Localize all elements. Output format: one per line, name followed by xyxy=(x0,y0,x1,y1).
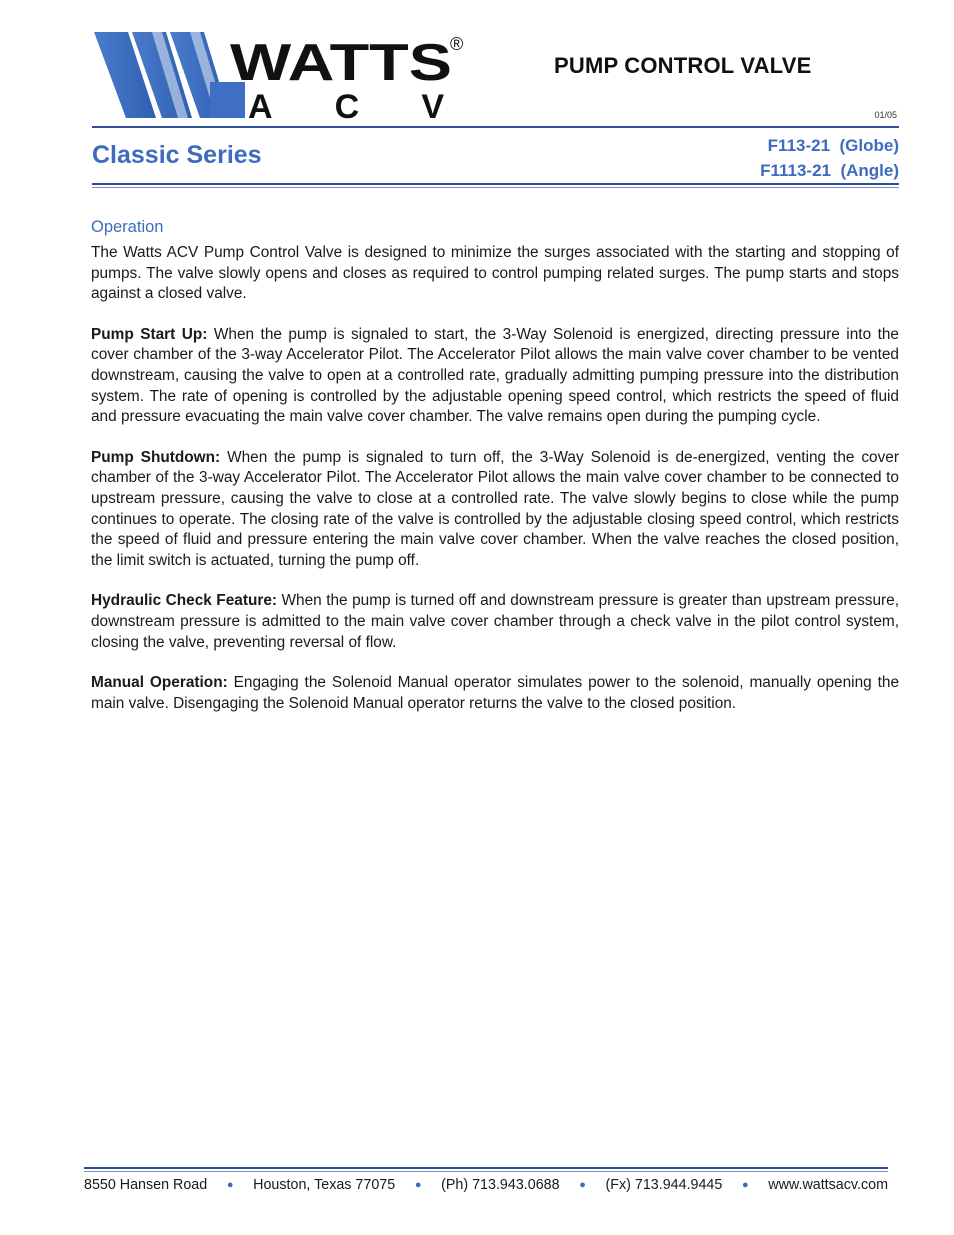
footer-phone: (Ph) 713.943.0688 xyxy=(441,1177,560,1193)
paragraph-label: Pump Shutdown: xyxy=(91,448,221,466)
watts-acv-logo xyxy=(92,30,472,122)
footer-divider-thin xyxy=(84,1171,888,1172)
paragraph-text: Engaging the Solenoid Manual operator simulates power to the solenoid, manually opening the main valve. Disengaging the Solenoid Manual operator returns the valve to the closed position. xyxy=(91,674,899,712)
paragraph-text: When the pump is turned off and downstream pressure is greater than upstream pressure, downstream pressure is admitted to the main valve cover chamber through a check valve in the pilot control system, closing the valve, preventing reversal of flow. xyxy=(91,592,899,651)
paragraph-manual-operation xyxy=(91,673,899,714)
bullet-icon: ● xyxy=(579,1179,586,1191)
header-divider xyxy=(92,126,899,128)
paragraph-pump-shutdown xyxy=(91,448,899,572)
section-heading-operation: Operation xyxy=(91,218,164,236)
intro-paragraph: The Watts ACV Pump Control Valve is designed to minimize the surges associated with the starting and stopping of pumps. The valve slowly opens and closes as required to control pumping related surges. The pump starts and stops against a closed valve. xyxy=(91,244,899,303)
svg-text:ACV: ACV xyxy=(248,88,444,122)
paragraph-text: When the pump is signaled to turn off, the 3-Way Solenoid is de-energized, venting the cover chamber of the 3-way Accelerator Pilot. The Accelerator Pilot allows the main valve cover chamber to be connected to upstream pressure, causing the valve to close at a controlled rate. The valve slowly begins to close while the pump continues to operate. The closing rate of the valve is controlled by the adjustable closing speed control, which restricts the speed of fluid and pressure entering the main valve cover chamber. When the valve reaches the closed position, the limit switch is actuated, turning the pump off. xyxy=(91,448,899,569)
paragraph-label: Hydraulic Check Feature: xyxy=(91,592,278,610)
model-angle: F1113-21 (Angle) xyxy=(760,161,899,180)
svg-text:WATTS: WATTS xyxy=(230,34,452,92)
bullet-icon: ● xyxy=(741,1179,749,1191)
paragraph-label: Manual Operation: xyxy=(91,674,228,692)
main-content xyxy=(91,218,899,734)
model-globe: F113-21 (Globe) xyxy=(767,136,899,155)
footer-address: 8550 Hansen Road xyxy=(84,1177,208,1193)
footer-city: Houston, Texas 77075 xyxy=(253,1177,396,1193)
paragraph-text: When the pump is signaled to start, the 3-Way Solenoid is energized, directing pressure into the cover chamber of the 3-way Accelerator Pilot. The Accelerator Pilot allows the main valve cover chamber to be vented downstream, causing the valve to open at a controlled rate, gradually admitting pumping pressure into the distribution system. The rate of opening is controlled by the adjustable opening speed control, which restricts the speed of fluid and pressure evacuating the main valve cover chamber. The valve remains open during the pumping cycle. xyxy=(91,325,899,426)
footer-divider xyxy=(84,1167,888,1169)
bullet-icon: ● xyxy=(414,1179,422,1191)
svg-text:®: ® xyxy=(450,34,464,54)
series-divider xyxy=(92,183,899,185)
paragraph-label: Pump Start Up: xyxy=(91,325,208,343)
footer-fax: (Fx) 713.944.9445 xyxy=(605,1177,723,1193)
date-code: 01/05 xyxy=(874,110,897,120)
paragraph-hydraulic-check xyxy=(91,591,899,653)
product-title: PUMP CONTROL VALVE xyxy=(554,53,812,78)
series-title: Classic Series xyxy=(92,141,262,169)
series-divider-thin xyxy=(92,187,899,188)
model-list xyxy=(760,133,899,183)
footer-contact xyxy=(84,1177,888,1193)
bullet-icon: ● xyxy=(226,1179,234,1191)
paragraph-pump-start-up xyxy=(91,325,899,428)
footer-website-link[interactable]: www.wattsacv.com xyxy=(768,1177,888,1193)
